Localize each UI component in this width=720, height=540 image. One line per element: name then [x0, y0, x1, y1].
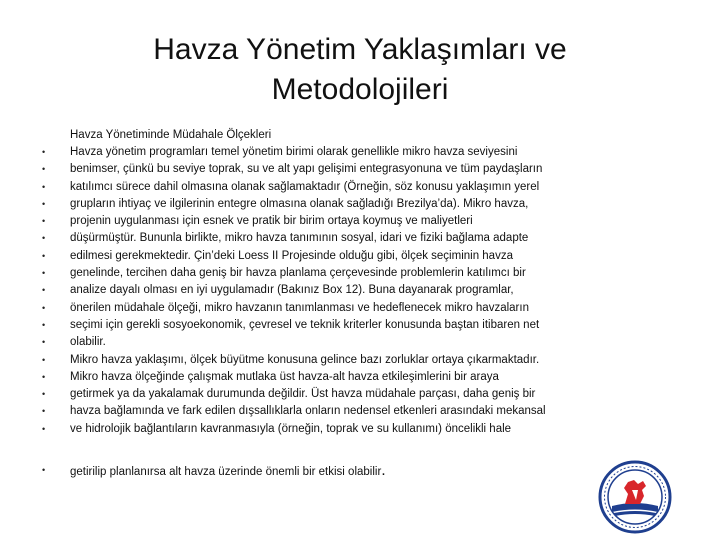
- bullet-dot: •: [42, 250, 46, 261]
- bullet-text: edilmesi gerekmektedir. Çin’deki Loess II Projesinde olduğu gibi, ölçek seçiminin havza: [70, 249, 513, 262]
- bullet-text: Mikro havza yaklaşımı, ölçek büyütme konusuna gelince bazı zorluklar ortaya çıkarmaktadır.: [70, 353, 540, 366]
- bullet-dot: •: [42, 268, 46, 279]
- bullet-dot: •: [42, 147, 46, 157]
- bullet-item: [40, 248, 680, 265]
- bullet-item: [40, 144, 680, 161]
- bullet-dot: •: [42, 181, 46, 192]
- bullet-text: ve hidrolojik bağlantıların kavranmasıyla (örneğin, toprak ve su kullanımı) öncelikli hale: [70, 422, 512, 435]
- bullet-dot: •: [42, 319, 46, 330]
- bullet-item: [40, 179, 680, 196]
- bullet-item-last: [40, 462, 680, 479]
- bullet-item: [40, 213, 680, 230]
- bullet-dot: •: [42, 371, 46, 382]
- bullet-dot: •: [42, 465, 46, 475]
- bullet-item: [40, 300, 680, 317]
- university-logo: [598, 460, 672, 534]
- slide-title-line-1: Havza Yönetim Yaklaşımları ve: [153, 33, 567, 66]
- bullet-text-content: getirilip planlanırsa alt havza üzerinde önemli bir etkisi olabilir: [70, 466, 382, 478]
- bullet-dot: •: [42, 198, 46, 209]
- bullet-item: [40, 386, 680, 403]
- bullet-text: olabilir.: [70, 336, 106, 349]
- bullet-item: [40, 421, 680, 438]
- bullet-item: [40, 265, 680, 282]
- bullet-dot: •: [42, 423, 46, 434]
- bullet-text: [70, 462, 386, 481]
- slide-title: [0, 30, 720, 110]
- logo-emblem-icon: [598, 460, 672, 534]
- bullet-item: [40, 230, 680, 247]
- bullet-dot: •: [42, 285, 46, 296]
- slide-title-line-2: Metodolojileri: [271, 73, 449, 106]
- bullet-dot: •: [42, 164, 46, 175]
- bullet-dot: •: [42, 406, 46, 417]
- bullet-text: düşürmüştür. Bununla birlikte, mikro havza tanımının sosyal, idari ve fiziki bağlama adapte: [70, 232, 529, 245]
- bullet-item: [40, 334, 680, 351]
- bullet-dot: •: [42, 337, 46, 348]
- section-heading: Havza Yönetiminde Müdahale Ölçekleri: [70, 129, 272, 141]
- bullet-text: genelinde, tercihen daha geniş bir havza planlama çerçevesinde problemlerin katılımcı bir: [70, 267, 526, 280]
- bullet-period: .: [381, 462, 386, 479]
- bullet-text: projenin uygulanması için esnek ve pratik bir birim ortaya koymuş ve maliyetleri: [70, 215, 473, 228]
- bullet-text: Havza yönetim programları temel yönetim birimi olarak genellikle mikro havza seviyesini: [70, 146, 518, 158]
- bullet-item: [40, 317, 680, 334]
- bullet-text: katılımcı sürece dahil olmasına olanak sağlamaktadır (Örneğin, söz konusu yaklaşımın yerel: [70, 180, 540, 193]
- bullet-text: önerilen müdahale ölçeği, mikro havzanın tanımlanması ve hedeflenecek mikro havzaların: [70, 301, 529, 314]
- bullet-dot: •: [42, 354, 46, 365]
- bullet-dot: •: [42, 389, 46, 400]
- bullet-item: [40, 403, 680, 420]
- bullet-text: getirmek ya da yakalamak durumunda değildir. Üst havza müdahale parçası, daha geniş bir: [70, 388, 536, 401]
- bullet-text: grupların ihtiyaç ve ilgilerinin entegre olmasına olanak sağladığı Brezilya’da). Mikro havza,: [70, 197, 529, 210]
- bullet-item: [40, 161, 680, 178]
- bullet-text: Mikro havza ölçeğinde çalışmak mutlaka üst havza-alt havza etkileşimlerini bir araya: [70, 370, 499, 383]
- bullet-text: analize dayalı olması en iyi uygulamadır (Bakınız Box 12). Buna dayanarak programlar,: [70, 284, 514, 297]
- bullet-text: seçimi için gerekli sosyoekonomik, çevresel ve teknik kriterler konusunda baştan itibaren net: [70, 318, 540, 331]
- bullet-item: [40, 352, 680, 369]
- bullet-text: benimser, çünkü bu seviye toprak, su ve alt yapı gelişimi entegrasyonuna ve tüm paydaşların: [70, 163, 543, 176]
- bullet-item: [40, 369, 680, 386]
- bullet-item: [40, 282, 680, 299]
- bullet-dot: •: [42, 302, 46, 313]
- bullet-list: [40, 144, 680, 438]
- bullet-dot: •: [42, 216, 46, 227]
- bullet-dot: •: [42, 233, 46, 244]
- bullet-item: [40, 196, 680, 213]
- bullet-text: havza bağlamında ve fark edilen dışsallıklarla onların nedensel etkenleri arasındaki mekansal: [70, 405, 546, 418]
